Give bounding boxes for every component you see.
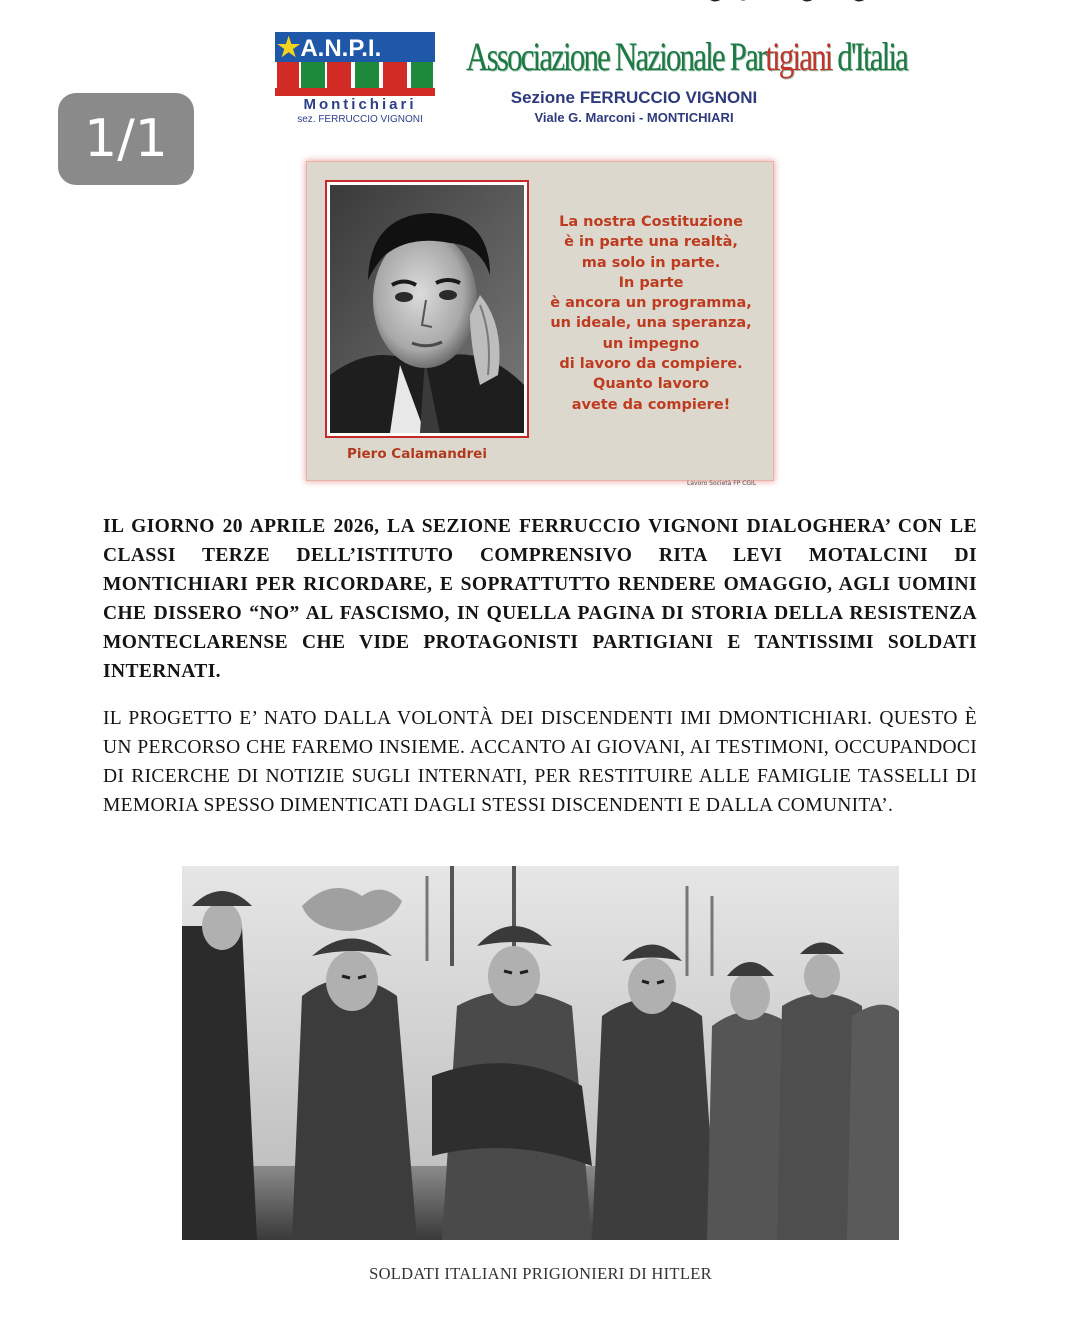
quote-card — [307, 162, 773, 487]
quote-credit: Lavoro Società FP CGIL — [687, 480, 757, 487]
quote-line: un impegno — [602, 335, 700, 352]
anpi-logo — [275, 32, 435, 128]
quote-line: Quanto lavoro — [593, 376, 709, 393]
quote-line: è in parte una realtà, — [564, 234, 738, 251]
anpi-acronym-band — [275, 32, 435, 62]
portrait-frame — [325, 180, 529, 438]
title-end-part: d'Italia — [831, 34, 907, 79]
photo-caption: SOLDATI ITALIANI PRIGIONIERI DI HITLER — [369, 1264, 712, 1283]
project-paragraph: IL PROGETTO E’ NATO DALLA VOLONTÀ DEI DISCENDENTI IMI DMONTICHIARI. QUESTO È UN PERCORSO CHE FAREMO INSIEME. ACCANTO AI GIOVANI, AI TESTIMONI, OCCUPANDOCI DI RICERCHE DI NOTIZIE SUGLI INTERNATI, PER RESTITUIRE ALLE FAMIGLIE TASSELLI DI MEMORIA SPESSO DIMENTICATI DAGLI STESSI DISCENDENTI E DALLA COMUNITA’. — [103, 708, 977, 816]
association-section: Sezione FERRUCCIO VIGNONI — [510, 88, 758, 107]
quote-author: Piero Calamandrei — [347, 446, 487, 462]
association-address: Viale G. Marconi - MONTICHIARI — [534, 110, 734, 125]
italian-flag-icon — [275, 62, 435, 96]
quote-line: è ancora un programma, — [550, 295, 752, 312]
calamandrei-portrait — [330, 185, 524, 433]
intro-paragraph: IL GIORNO 20 APRILE 2026, LA SEZIONE FERRUCCIO VIGNONI DIALOGHERA’ CON LE CLASSI TERZE DELL’ISTITUTO COMPRENSIVO RITA LEVI MOTALCINI DI MONTICHIARI PER RICORDARE, E SOPRATTUTTO RENDERE OMAGGIO, AGLI UOMINI CHE DISSERO “NO” AL FASCISMO, IN QUELLA PAGINA DI STORIA DELLA RESISTENZA MONTECLARENSE CHE VIDE PROTAGONISTI PARTIGIANI E TANTISSIMI SOLDATI INTERNATI. — [103, 516, 977, 682]
quote-line: un ideale, una speranza, — [550, 315, 752, 332]
quote-text — [541, 212, 761, 415]
anpi-section: sez. FERRUCCIO VIGNONI — [297, 114, 423, 125]
association-title — [466, 32, 907, 82]
anpi-city: Montichiari — [303, 96, 417, 113]
star-icon: ★ — [277, 32, 301, 62]
soldiers-photo — [182, 866, 899, 1240]
top-edge-marks — [700, 0, 880, 8]
anpi-acronym: A.N.P.I. — [300, 35, 382, 62]
title-red-part: tigiani — [765, 34, 832, 79]
title-green-part: Associazione Nazionale Par — [466, 34, 766, 79]
quote-line: ma solo in parte. — [581, 254, 721, 271]
quote-line: avete da compiere! — [571, 396, 731, 413]
page-counter-badge[interactable]: 1/1 — [58, 93, 194, 185]
quote-line: In parte — [618, 274, 684, 291]
quote-line: di lavoro da compiere. — [559, 356, 743, 373]
quote-line: La nostra Costituzione — [559, 214, 743, 230]
